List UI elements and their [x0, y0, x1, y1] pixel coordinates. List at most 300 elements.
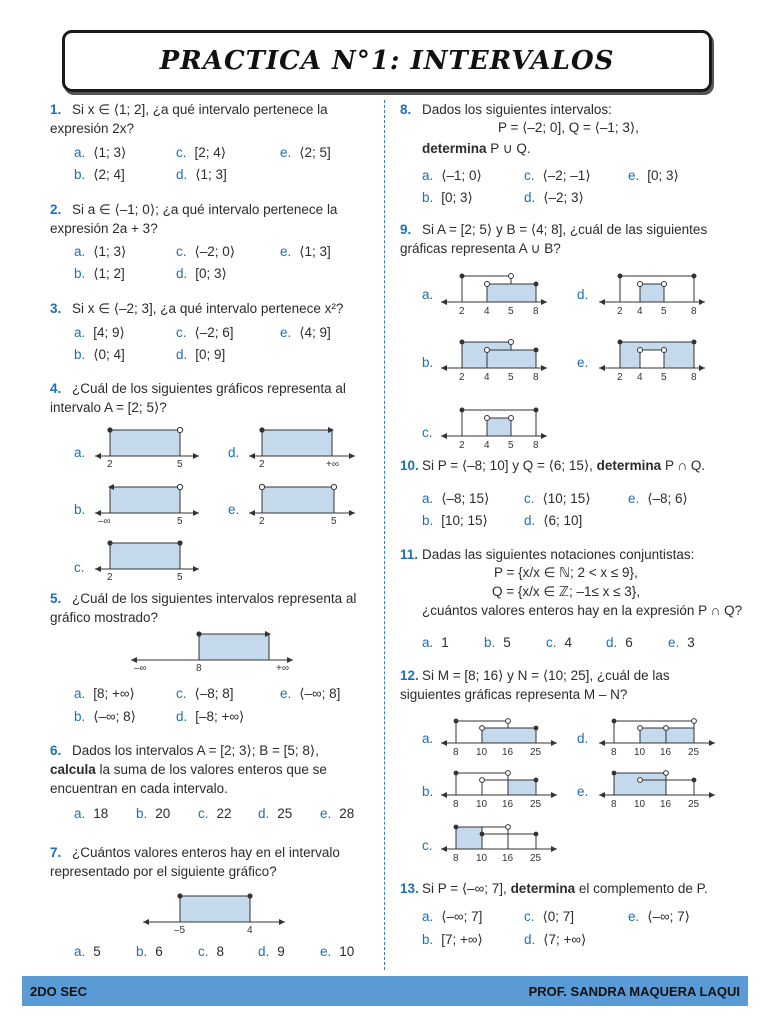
question-text: Dados los intervalos A = [2; 3⟩; B = [5; 8⟩, — [72, 743, 319, 758]
option-label[interactable] — [228, 502, 247, 517]
number-line-graph-q9d[interactable] — [596, 270, 708, 318]
option[interactable] — [484, 635, 511, 650]
tick-label: 5 — [177, 459, 183, 470]
option[interactable] — [628, 168, 679, 184]
tick-label: 4 — [637, 306, 643, 317]
option-value: [2; 4⟩ — [194, 145, 227, 160]
tick-label: 16 — [660, 799, 672, 810]
option-letter: c. — [74, 560, 85, 575]
tick-label: 8 — [533, 306, 539, 317]
option-value: ⟨1; 3] — [299, 244, 331, 259]
option[interactable] — [628, 491, 688, 507]
option-value: ⟨–∞; 7] — [441, 909, 483, 924]
option-letter: d. — [258, 806, 270, 821]
option-letter: e. — [668, 635, 680, 650]
tick-label: 8 — [196, 663, 202, 674]
page-title: PRACTICA N°1: INTERVALOS — [159, 46, 615, 76]
column-divider — [384, 100, 385, 970]
option[interactable] — [74, 686, 135, 702]
tick-label: 4 — [484, 306, 490, 317]
question-keyword: determina — [596, 458, 662, 473]
set-q: Q = {x/x ∈ ℤ; –1≤ x ≤ 3}, — [492, 584, 641, 599]
number-line-graph-q12c[interactable] — [438, 821, 560, 865]
option-label[interactable] — [74, 502, 93, 517]
option-value: 1 — [441, 635, 449, 650]
option-letter: a. — [422, 731, 434, 746]
option-value: [8; +∞⟩ — [93, 686, 135, 701]
option-value: [0; 3⟩ — [195, 266, 227, 281]
question-13 — [400, 879, 722, 898]
question-number: 11. — [400, 547, 419, 562]
question-number: 13. — [400, 881, 419, 896]
tick-label: +∞ — [276, 663, 289, 674]
tick-label: 8 — [533, 372, 539, 383]
question-4 — [50, 379, 368, 417]
option-value: ⟨–8; 6⟩ — [647, 491, 688, 506]
option[interactable] — [74, 244, 126, 260]
option-letter: e. — [280, 244, 292, 259]
option-letter: d. — [606, 635, 618, 650]
tick-label: –∞ — [98, 516, 111, 527]
question-number: 8. — [400, 102, 412, 117]
option-value: ⟨–2; 0⟩ — [194, 244, 236, 259]
tick-label: 5 — [508, 440, 514, 451]
tick-label: 25 — [530, 747, 542, 758]
number-line-graph-q7 — [140, 890, 288, 936]
option-value: 10 — [339, 944, 355, 959]
question-text: Si A = [2; 5⟩ y B = ⟨4; 8], ¿cuál de las siguientes gráficas representa A ∪ B? — [400, 222, 708, 256]
option-letter: d. — [176, 347, 188, 362]
tick-label: 4 — [247, 925, 253, 936]
tick-label: 5 — [508, 372, 514, 383]
option-letter: e. — [628, 491, 640, 506]
option-letter: b. — [422, 190, 434, 205]
option-value: 8 — [216, 944, 225, 959]
option-letter: a. — [74, 445, 86, 460]
option-value: ⟨–8; 15⟩ — [441, 491, 490, 506]
number-line-graph-q4c[interactable] — [92, 537, 202, 583]
footer-bar — [22, 976, 748, 1006]
option[interactable] — [280, 244, 331, 260]
tick-label: 5 — [177, 572, 183, 583]
question-keyword: determina — [510, 881, 576, 896]
number-line-graph-q9b[interactable] — [438, 336, 550, 384]
tick-label: 25 — [530, 799, 542, 810]
option-value: ⟨1; 3] — [195, 167, 227, 182]
question-text: Si x ∈ ⟨1; 2], ¿a qué intervalo pertenece la expresión 2x? — [50, 102, 328, 136]
option-letter: e. — [280, 686, 292, 701]
question-text: Si a ∈ ⟨–1; 0⟩; ¿a qué intervalo pertenece la expresión 2a + 3? — [50, 202, 338, 236]
option[interactable] — [176, 686, 234, 702]
option-value: [4; 9⟩ — [93, 325, 125, 340]
tick-label: –5 — [174, 925, 186, 936]
question-keyword: determina — [422, 141, 487, 156]
option-letter: d. — [258, 944, 270, 959]
tick-label: 5 — [508, 306, 514, 317]
option-letter: c. — [422, 425, 433, 440]
option-letter: b. — [136, 806, 148, 821]
option-letter: b. — [484, 635, 496, 650]
option[interactable] — [422, 491, 489, 507]
option[interactable] — [74, 709, 136, 725]
question-text: Dadas las siguientes notaciones conjuntistas: — [422, 547, 695, 562]
number-line-graph-q9a[interactable] — [438, 270, 550, 318]
tick-label: 16 — [502, 853, 514, 864]
tick-label: 10 — [634, 747, 646, 758]
question-number: 4. — [50, 381, 62, 396]
option-label[interactable] — [577, 355, 596, 370]
question-1 — [50, 100, 368, 138]
option-letter: c. — [422, 838, 433, 853]
question-text: Si x ∈ ⟨–2; 3], ¿a qué intervalo pertenece x²? — [72, 301, 344, 316]
number-line-graph-q12d[interactable] — [596, 715, 718, 759]
question-number: 5. — [50, 591, 62, 606]
option-value: 18 — [93, 806, 109, 821]
option-value: ⟨4; 9] — [299, 325, 331, 340]
title-box — [62, 30, 712, 92]
tick-label: 8 — [611, 799, 617, 810]
option[interactable] — [176, 266, 227, 282]
question-number: 1. — [50, 102, 62, 117]
question-text: ¿Cuál de los siguientes gráficos representa al intervalo A = [2; 5⟩? — [50, 381, 346, 415]
question-number: 7. — [50, 845, 62, 860]
option-value: ⟨–2; 6] — [194, 325, 234, 340]
option[interactable] — [422, 513, 488, 529]
option-letter: e. — [577, 784, 589, 799]
option-letter: c. — [524, 168, 535, 183]
tick-label: 8 — [533, 440, 539, 451]
question-number: 3. — [50, 301, 62, 316]
option[interactable] — [524, 513, 582, 529]
option-letter: e. — [320, 806, 332, 821]
option-value: ⟨1; 2] — [93, 266, 125, 281]
option-letter: c. — [176, 244, 187, 259]
footer-teacher: PROF. SANDRA MAQUERA LAQUI — [528, 983, 740, 999]
option-letter: d. — [577, 731, 589, 746]
option-letter: b. — [74, 709, 86, 724]
question-text: Si M = [8; 16⟩ y N = ⟨10; 25], ¿cuál de las siguientes gráficas representa M – N? — [400, 668, 670, 702]
option-letter: a. — [74, 244, 86, 259]
option[interactable] — [422, 909, 482, 925]
option-letter: d. — [176, 266, 188, 281]
number-line-graph-q5 — [128, 628, 298, 674]
option-value: 6 — [155, 944, 163, 959]
tick-label: 2 — [259, 516, 265, 527]
question-text: Si P = ⟨–∞; 7], — [422, 881, 511, 896]
option-label[interactable] — [577, 731, 596, 746]
option-letter: a. — [74, 944, 86, 959]
option-letter: c. — [176, 686, 187, 701]
option[interactable] — [524, 168, 591, 184]
option[interactable] — [546, 635, 572, 650]
tick-label: 8 — [453, 747, 459, 758]
tick-label: 8 — [611, 747, 617, 758]
footer-grade: 2DO SEC — [30, 983, 88, 999]
option[interactable] — [668, 635, 695, 650]
tick-label: 8 — [691, 372, 697, 383]
question-8 — [400, 100, 720, 119]
question-3 — [50, 299, 368, 318]
option-value: [0; 3⟩ — [647, 168, 679, 183]
tick-label: 4 — [484, 372, 490, 383]
option-value: [0; 9] — [195, 347, 226, 362]
tick-label: 10 — [476, 799, 488, 810]
option-value: ⟨–2; 3⟩ — [543, 190, 584, 205]
option[interactable] — [176, 347, 225, 362]
tick-label: 10 — [634, 799, 646, 810]
option-label[interactable] — [228, 445, 247, 460]
tick-label: 5 — [331, 516, 337, 527]
option-letter: b. — [74, 167, 86, 182]
option-value: [0; 3⟩ — [441, 190, 473, 205]
option[interactable] — [422, 932, 483, 948]
option[interactable] — [74, 145, 126, 161]
option-value: ⟨–2; –1⟩ — [542, 168, 591, 183]
question-text: P ∪ Q. — [486, 141, 531, 156]
question-12 — [400, 666, 722, 704]
option[interactable] — [606, 635, 633, 650]
option-letter: c. — [176, 145, 187, 160]
question-number: 9. — [400, 222, 412, 237]
option-value: ⟨1; 3⟩ — [93, 244, 127, 259]
option-letter: a. — [422, 909, 434, 924]
option-value: [–8; +∞⟩ — [195, 709, 245, 724]
question-7 — [50, 843, 368, 881]
option-value: 5 — [93, 944, 101, 959]
option-value: 22 — [216, 806, 232, 821]
tick-label: 2 — [459, 306, 465, 317]
option-value: 25 — [277, 806, 293, 821]
question-number: 12. — [400, 668, 419, 683]
question-10 — [400, 456, 722, 475]
option-letter: e. — [280, 325, 292, 340]
option-value: ⟨10; 15⟩ — [542, 491, 591, 506]
option-letter: b. — [422, 513, 434, 528]
option-letter: e. — [228, 502, 240, 517]
question-2 — [50, 200, 368, 238]
option[interactable] — [74, 806, 108, 821]
tick-label: 8 — [453, 853, 459, 864]
tick-label: 2 — [107, 459, 113, 470]
option[interactable] — [422, 190, 473, 206]
question-number: 10. — [400, 458, 419, 473]
question-text: Si P = ⟨–8; 10] y Q = ⟨6; 15⟩, — [422, 458, 597, 473]
option[interactable] — [258, 806, 292, 821]
option-letter: c. — [176, 325, 187, 340]
option-letter: b. — [422, 932, 434, 947]
option[interactable] — [422, 635, 449, 650]
option-value: 28 — [339, 806, 355, 821]
option[interactable] — [320, 944, 354, 959]
option[interactable] — [176, 709, 244, 725]
number-line-graph-q12e[interactable] — [596, 767, 718, 811]
option-value: 4 — [564, 635, 573, 650]
question-text: ¿Cuál de los siguientes intervalos representa al gráfico mostrado? — [50, 591, 357, 625]
option-value: ⟨7; +∞⟩ — [543, 932, 587, 947]
option-letter: c. — [546, 635, 557, 650]
question-text: ¿Cuántos valores enteros hay en el intervalo representado por el siguiente gráfico? — [50, 845, 340, 879]
option[interactable] — [422, 168, 482, 184]
option[interactable] — [198, 806, 232, 821]
question-11-ask: ¿cuántos valores enteros hay en la expresión P ∩ Q? — [422, 603, 743, 618]
option[interactable] — [524, 491, 591, 507]
option-letter: d. — [524, 513, 536, 528]
option-letter: b. — [422, 784, 434, 799]
tick-label: 2 — [617, 306, 623, 317]
tick-label: 25 — [688, 799, 700, 810]
tick-label: 10 — [476, 853, 488, 864]
option-letter: c. — [198, 806, 209, 821]
option-letter: d. — [524, 932, 536, 947]
question-text: Dados los siguientes intervalos: — [422, 102, 612, 117]
tick-label: 2 — [459, 440, 465, 451]
option-letter: d. — [176, 709, 188, 724]
option-label[interactable] — [577, 784, 596, 799]
option-letter: e. — [628, 168, 640, 183]
option-value: 20 — [155, 806, 171, 821]
option-letter: d. — [524, 190, 536, 205]
option-value: ⟨–∞; 8⟩ — [93, 709, 136, 724]
option-letter: b. — [74, 502, 86, 517]
option-value: ⟨–8; 8] — [194, 686, 234, 701]
option[interactable] — [176, 167, 227, 183]
tick-label: 5 — [661, 306, 667, 317]
option[interactable] — [74, 266, 125, 282]
number-line-graph-q12b[interactable] — [438, 767, 560, 811]
number-line-graph-q9c[interactable] — [438, 404, 550, 452]
tick-label: 16 — [660, 747, 672, 758]
option[interactable] — [280, 145, 331, 161]
number-line-graph-q9e[interactable] — [596, 336, 708, 384]
tick-label: +∞ — [326, 459, 339, 470]
option-letter: a. — [74, 145, 86, 160]
option-letter: d. — [577, 287, 589, 302]
option-letter: d. — [228, 445, 240, 460]
option-value: 9 — [277, 944, 285, 959]
option-value: ⟨0; 4] — [93, 347, 125, 362]
option-letter: a. — [422, 635, 434, 650]
option[interactable] — [524, 909, 574, 925]
tick-label: 25 — [530, 853, 542, 864]
option-value: ⟨1; 3⟩ — [93, 145, 127, 160]
question-text: el complemento de P. — [575, 881, 708, 896]
tick-label: 5 — [661, 372, 667, 383]
option-letter: a. — [74, 686, 86, 701]
option[interactable] — [176, 244, 235, 260]
option[interactable] — [628, 909, 690, 925]
option-value: ⟨0; 7] — [542, 909, 575, 924]
option[interactable] — [198, 944, 224, 959]
option-value: ⟨–1; 0⟩ — [441, 168, 482, 183]
number-line-graph-q4e[interactable] — [246, 481, 358, 527]
option-letter: a. — [422, 168, 434, 183]
option-letter: a. — [74, 806, 86, 821]
option[interactable] — [176, 325, 234, 341]
option[interactable] — [280, 325, 331, 341]
option[interactable] — [524, 932, 586, 948]
option-letter: c. — [198, 944, 209, 959]
option[interactable] — [136, 944, 163, 959]
option-letter: b. — [422, 355, 434, 370]
option-value: 3 — [687, 635, 695, 650]
option[interactable] — [74, 167, 125, 183]
tick-label: 8 — [453, 799, 459, 810]
option-value: ⟨2; 4] — [93, 167, 125, 182]
option-letter: b. — [74, 266, 86, 281]
number-line-graph-q12a[interactable] — [438, 715, 560, 759]
option[interactable] — [524, 190, 584, 206]
question-9 — [400, 220, 722, 258]
question-number: 6. — [50, 743, 62, 758]
tick-label: 10 — [476, 747, 488, 758]
option-value: ⟨6; 10] — [543, 513, 583, 528]
option-letter: e. — [577, 355, 589, 370]
option-letter: b. — [136, 944, 148, 959]
number-line-graph-q4b[interactable] — [92, 481, 202, 527]
tick-label: –∞ — [134, 663, 147, 674]
option-label[interactable] — [74, 560, 93, 575]
tick-label: 2 — [107, 572, 113, 583]
tick-label: 16 — [502, 747, 514, 758]
option-letter: e. — [280, 145, 292, 160]
tick-label: 2 — [617, 372, 623, 383]
question-text: P ∩ Q. — [661, 458, 706, 473]
question-8-instruction — [422, 139, 531, 158]
number-line-graph-q4d[interactable] — [246, 424, 358, 470]
option-letter: b. — [74, 347, 86, 362]
question-8-intervals: P = ⟨–2; 0], Q = ⟨–1; 3⟩, — [498, 120, 639, 135]
tick-label: 4 — [484, 440, 490, 451]
option-value: 6 — [625, 635, 633, 650]
question-keyword: calcula — [50, 762, 96, 777]
tick-label: 4 — [637, 372, 643, 383]
tick-label: 8 — [691, 306, 697, 317]
option-value: ⟨–∞; 8] — [299, 686, 341, 701]
question-5 — [50, 589, 368, 627]
option-value: ⟨2; 5] — [299, 145, 331, 160]
option[interactable] — [258, 944, 285, 959]
option[interactable] — [74, 325, 125, 341]
option-value: [10; 15⟩ — [441, 513, 488, 528]
set-p: P = {x/x ∈ ℕ; 2 < x ≤ 9}, — [494, 565, 638, 580]
option-letter: c. — [524, 909, 535, 924]
option-letter: e. — [320, 944, 332, 959]
option[interactable] — [280, 686, 340, 702]
tick-label: 5 — [177, 516, 183, 527]
option[interactable] — [136, 806, 170, 821]
question-number: 2. — [50, 202, 62, 217]
tick-label: 2 — [259, 459, 265, 470]
option-value: ⟨–∞; 7⟩ — [647, 909, 690, 924]
question-text: la suma de los valores enteros que se encuentran en cada intervalo. — [50, 762, 327, 796]
option-letter: a. — [422, 287, 434, 302]
option-letter: d. — [176, 167, 188, 182]
option-letter: e. — [628, 909, 640, 924]
tick-label: 2 — [459, 372, 465, 383]
tick-label: 16 — [502, 799, 514, 810]
option[interactable] — [176, 145, 226, 161]
question-11 — [400, 545, 722, 564]
option-value: [7; +∞⟩ — [441, 932, 483, 947]
question-6 — [50, 741, 368, 798]
number-line-graph-q4a[interactable] — [92, 424, 202, 470]
option-label[interactable] — [577, 287, 596, 302]
option[interactable] — [320, 806, 354, 821]
option[interactable] — [74, 944, 101, 959]
option[interactable] — [74, 347, 125, 363]
option-label[interactable] — [74, 445, 93, 460]
option-letter: a. — [74, 325, 86, 340]
